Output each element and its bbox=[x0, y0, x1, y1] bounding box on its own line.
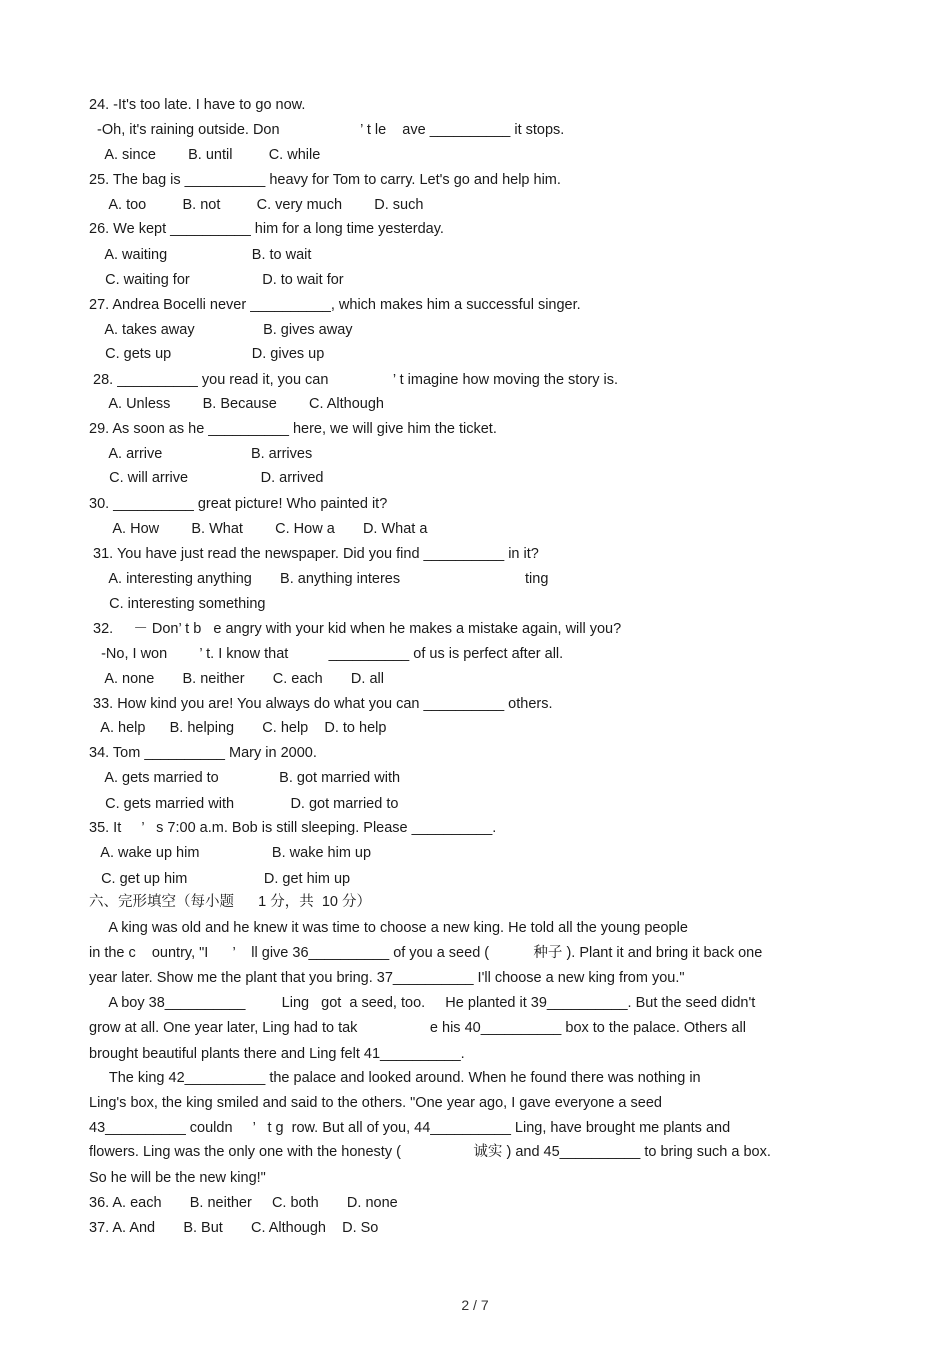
text-line: A. none B. neither C. each D. all bbox=[89, 671, 384, 687]
text-line: C. interesting something bbox=[89, 596, 266, 612]
text-line: 25. The bag is __________ heavy for Tom to carry. Let's go and help him. bbox=[89, 172, 561, 188]
text-line: A. takes away B. gives away bbox=[89, 322, 353, 338]
text-line: 30. __________ great picture! Who painted it? bbox=[89, 496, 388, 512]
text-line: 37. A. And B. But C. Although D. So bbox=[89, 1220, 379, 1236]
text-line: 33. How kind you are! You always do what you can __________ others. bbox=[89, 696, 553, 712]
text-line: 24. -It's too late. I have to go now. bbox=[89, 97, 306, 113]
text-line: -Oh, it's raining outside. Don ’ t le ave __________ it stops. bbox=[89, 122, 565, 138]
text-line: 28. __________ you read it, you can ’ t imagine how moving the story is. bbox=[89, 372, 619, 388]
text-line: A. How B. What C. How a D. What a bbox=[89, 521, 428, 537]
text-line: grow at all. One year later, Ling had to tak e his 40__________ box to the palace. Others all bbox=[89, 1020, 746, 1036]
text-line: 36. A. each B. neither C. both D. none bbox=[89, 1195, 398, 1211]
page-number: 2 / 7 bbox=[461, 1297, 489, 1313]
text-line: flowers. Ling was the only one with the honesty ( 诚实 ) and 45__________ to bring such a box. bbox=[89, 1144, 771, 1160]
text-line: 32. － Don’ t b e angry with your kid when he makes a mistake again, will you? bbox=[89, 621, 622, 637]
text-line: 27. Andrea Bocelli never __________, which makes him a successful singer. bbox=[89, 297, 581, 313]
text-line: brought beautiful plants there and Ling felt 41__________. bbox=[89, 1046, 465, 1062]
text-line: A. help B. helping C. help D. to help bbox=[89, 720, 387, 736]
text-line: 34. Tom __________ Mary in 2000. bbox=[89, 745, 317, 761]
text-line: A king was old and he knew it was time to choose a new king. He told all the young people bbox=[89, 920, 688, 936]
text-line: C. will arrive D. arrived bbox=[89, 470, 324, 486]
text-line: 35. It ’ s 7:00 a.m. Bob is still sleeping. Please __________. bbox=[89, 820, 497, 836]
text-line: A. waiting B. to wait bbox=[89, 247, 312, 263]
text-line: A. gets married to B. got married with bbox=[89, 770, 401, 786]
text-line: 31. You have just read the newspaper. Did you find __________ in it? bbox=[89, 546, 539, 562]
text-line: A. arrive B. arrives bbox=[89, 446, 313, 462]
text-line: Ling's box, the king smiled and said to the others. "One year ago, I gave everyone a seed bbox=[89, 1095, 662, 1111]
text-line: 六、完形填空（每小题 1 分，共 10 分） bbox=[89, 894, 371, 910]
text-line: 29. As soon as he __________ here, we will give him the ticket. bbox=[89, 421, 497, 437]
text-line: So he will be the new king!" bbox=[89, 1170, 266, 1186]
text-line: A. too B. not C. very much D. such bbox=[89, 197, 424, 213]
text-line: C. get up him D. get him up bbox=[89, 871, 351, 887]
text-line: A. wake up him B. wake him up bbox=[89, 845, 372, 861]
text-line: A. since B. until C. while bbox=[89, 147, 321, 163]
text-line: A. Unless B. Because C. Although bbox=[89, 396, 384, 412]
text-line: C. gets up D. gives up bbox=[89, 346, 325, 362]
text-line: A boy 38__________ Ling got a seed, too. He planted it 39__________. But the seed didn't bbox=[89, 995, 756, 1011]
text-line: The king 42__________ the palace and looked around. When he found there was nothing in bbox=[89, 1070, 701, 1086]
text-line: year later. Show me the plant that you bring. 37__________ I'll choose a new king from you." bbox=[89, 970, 685, 986]
text-line: 43__________ couldn ’ t g row. But all of you, 44__________ Ling, have brought me plants and bbox=[89, 1120, 731, 1136]
text-line: in the c ountry, "I ’ ll give 36__________ of you a seed ( 种子 ). Plant it and bring it back one bbox=[89, 945, 763, 961]
text-line: 26. We kept __________ him for a long time yesterday. bbox=[89, 221, 444, 237]
text-line: A. interesting anything B. anything interes ting bbox=[89, 571, 549, 587]
text-line: C. waiting for D. to wait for bbox=[89, 272, 344, 288]
text-line: C. gets married with D. got married to bbox=[89, 796, 399, 812]
text-line: -No, I won ’ t. I know that __________ of us is perfect after all. bbox=[89, 646, 564, 662]
